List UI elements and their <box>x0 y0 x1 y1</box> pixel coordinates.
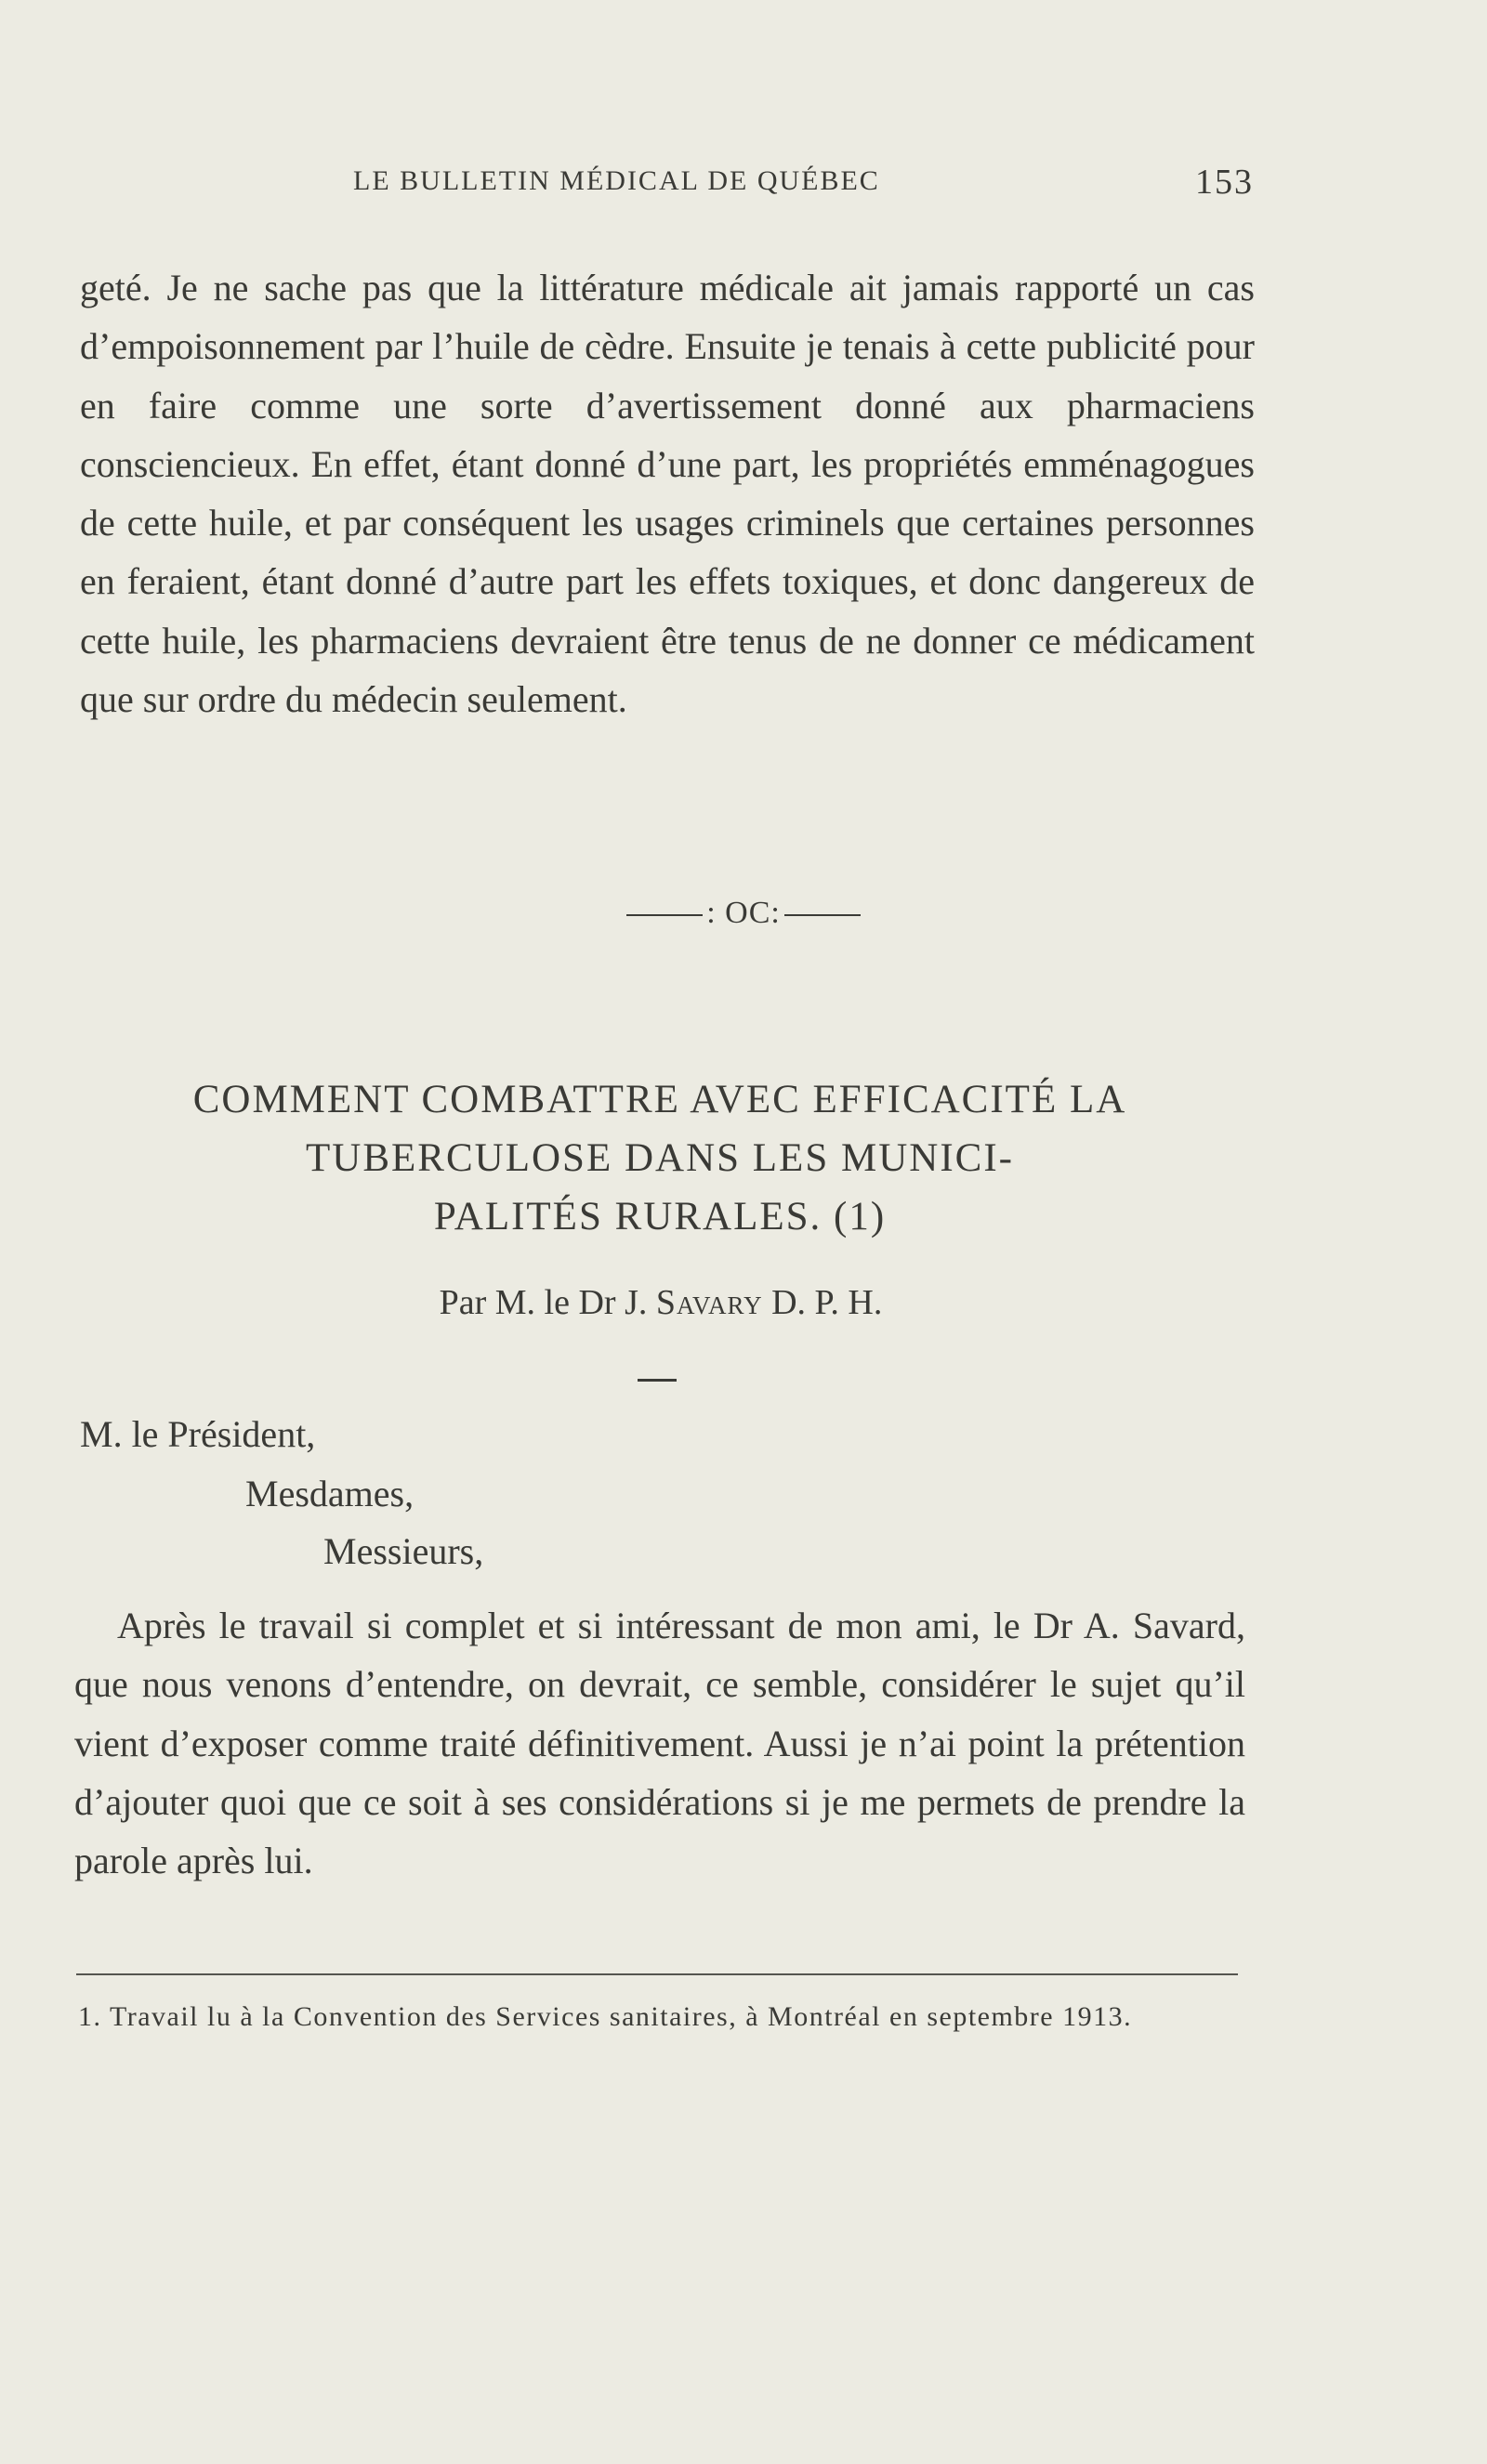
byline-prefix: Par M. le Dr J. <box>439 1283 648 1322</box>
section-separator <box>0 896 1487 931</box>
separator-rule-left <box>626 914 703 916</box>
article-title-line: TUBERCULOSE DANS LES MUNICI- <box>306 1136 1014 1180</box>
separator-rule-right <box>784 914 861 916</box>
salutation-line: Messieurs, <box>323 1530 484 1572</box>
page-number: 153 <box>1195 163 1254 202</box>
intro-paragraph-block <box>74 1596 1245 1890</box>
article-byline <box>0 1282 1322 1323</box>
separator-ornament: : OC: <box>706 896 781 930</box>
intro-paragraph: Après le travail si complet et si intéressant de mon ami, le Dr A. Savard, que nous venons d’entendre, on devrait, ce semble, considérer le sujet qu’il vient d’exposer comme traité définitivement. Aussi je n’ai point la prétention d’ajouter quoi que ce soit à ses considérations si je me permets de prendre la parole après lui. <box>74 1605 1245 1882</box>
title-divider <box>638 1379 677 1382</box>
salutation-line: Mesdames, <box>245 1473 415 1514</box>
footnote: 1. Travail lu à la Convention des Services sanitaires, à Montréal en septembre 1913. <box>78 2001 1133 2032</box>
continued-paragraph-block <box>80 258 1255 728</box>
byline-author: Savary <box>655 1283 763 1322</box>
running-title: LE BULLETIN MÉDICAL DE QUÉBEC <box>353 165 880 196</box>
footnote-rule <box>76 1973 1238 1975</box>
article-title-line: PALITÉS RURALES. (1) <box>433 1195 887 1239</box>
article-title-line: COMMENT COMBATTRE AVEC EFFICACITÉ LA <box>192 1078 1127 1121</box>
byline-suffix: D. P. H. <box>771 1283 883 1322</box>
article-title <box>102 1070 1217 1246</box>
continued-paragraph: geté. Je ne sache pas que la littérature médicale ait jamais rapporté un cas d’empoisonnement par l’huile de cèdre. Ensuite je tenais à cette publicité pour en faire comme une sorte d’avertissement donné aux pharmaciens consciencieux. En effet, étant donné d’une part, les propriétés emménagogues de cette huile, et par conséquent les usages criminels que certaines personnes en feraient, étant donné d’autre part les effets toxiques, et donc dangereux de cette huile, les pharmaciens devraient être tenus de ne donner ce médicament que sur ordre du médecin seulement. <box>80 267 1255 721</box>
salutation-line: M. le Président, <box>80 1413 316 1455</box>
page-header <box>0 165 1487 212</box>
